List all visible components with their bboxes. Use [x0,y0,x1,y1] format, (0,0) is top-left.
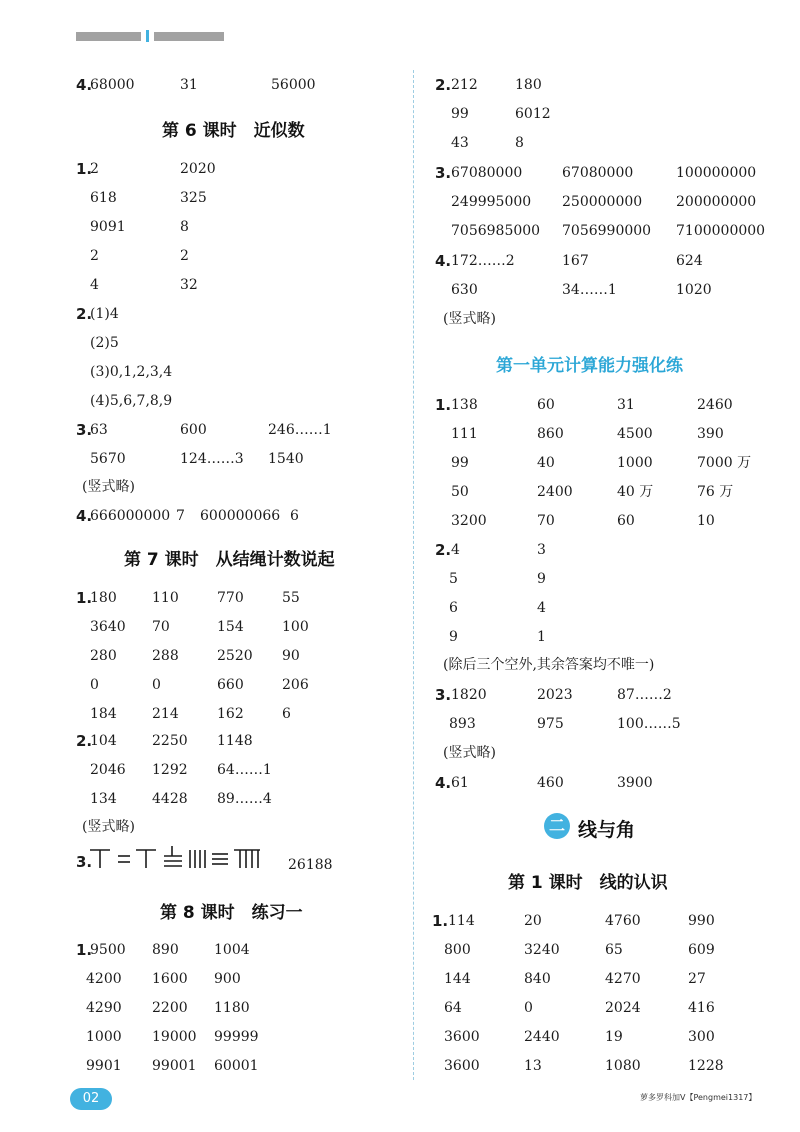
answer: 1600 [152,971,188,987]
q-number: 2. [435,76,452,94]
answer: 4270 [605,971,641,987]
answer: 1540 [268,451,304,467]
answer: 27 [688,971,706,987]
answer: 2400 [537,484,573,500]
answer: 7056985000 [451,223,541,239]
answer: 416 [688,1000,715,1016]
section-title-8: 第 8 课时 练习一 [160,903,303,923]
answer: 64……1 [217,762,272,778]
answer: 2520 [217,648,253,664]
answer: 0 [90,677,99,693]
answer: 860 [537,426,564,442]
answer: 325 [180,190,207,206]
answer: 3240 [524,942,560,958]
answer: 154 [217,619,244,635]
note: (竖式略) [82,479,135,495]
answer: 61 [451,775,469,791]
answer: 660 [217,677,244,693]
answer: 214 [152,706,179,722]
answer: 8 [180,219,189,235]
answer: 3600 [444,1058,480,1074]
answer: 1292 [152,762,188,778]
answer: 600000066 [200,508,281,524]
answer: 5 [449,571,458,587]
answer: 3900 [617,775,653,791]
q-number: 2. [435,541,452,559]
answer: 55 [282,590,300,606]
answer: 64 [444,1000,462,1016]
answer: 6 [449,600,458,616]
answer: 19000 [152,1029,197,1045]
answer: 2020 [180,161,216,177]
answer: 50 [451,484,469,500]
answer: 4 [537,600,546,616]
answer: 2460 [697,397,733,413]
unit-title: 第一单元计算能力强化练 [496,356,683,376]
answer: 56000 [271,77,316,93]
answer: 184 [90,706,117,722]
answer: 180 [515,77,542,93]
answer: 40 万 [617,484,654,500]
answer: 0 [524,1000,533,1016]
answer: 9 [449,629,458,645]
answer: 10 [697,513,715,529]
answer: 99999 [214,1029,259,1045]
note: (竖式略) [443,745,496,761]
q-number: 1. [432,912,449,930]
answer: 288 [152,648,179,664]
answer: (3)0,1,2,3,4 [90,364,173,380]
answer: 893 [449,716,476,732]
answer: 800 [444,942,471,958]
q-number: 3. [76,853,93,871]
q-number: 1. [76,941,93,959]
answer: 99 [451,106,469,122]
answer: 100000000 [676,165,757,181]
page-number: 02 [70,1088,112,1110]
q-number: 4. [76,76,93,94]
answer: 3200 [451,513,487,529]
answer: 9500 [90,942,126,958]
answer: (2)5 [90,335,119,351]
answer: 76 万 [697,484,734,500]
answer: 104 [90,733,117,749]
q-number: 2. [76,732,93,750]
answer: 7100000000 [676,223,766,239]
answer: 1820 [451,687,487,703]
answer: 249995000 [451,194,532,210]
answer: 4500 [617,426,653,442]
rod-numerals-figure [90,844,280,872]
answer: 43 [451,135,469,151]
note: (除后三个空外,其余答案均不唯一) [443,657,655,673]
answer: 68000 [90,77,135,93]
answer: 60 [537,397,555,413]
answer: 2250 [152,733,188,749]
note: (竖式略) [82,819,135,835]
answer: 1000 [617,455,653,471]
section-title-7: 第 7 课时 从结绳计数说起 [124,550,335,570]
q-number: 4. [435,774,452,792]
answer: 1180 [214,1000,250,1016]
answer: 70 [152,619,170,635]
answer: 3 [537,542,546,558]
unit-number-badge: 二 [544,813,570,839]
answer: 7 [176,508,185,524]
answer: 890 [152,942,179,958]
answer: 770 [217,590,244,606]
answer: 2046 [90,762,126,778]
answer: 212 [451,77,478,93]
answer: 990 [688,913,715,929]
answer: 99001 [152,1058,197,1074]
answer: 1020 [676,282,712,298]
answer: 19 [605,1029,623,1045]
answer: 1 [537,629,546,645]
answer: 246……1 [268,422,332,438]
answer: 172……2 [451,253,515,269]
answer: 1148 [217,733,253,749]
column-divider [413,70,414,1080]
answer: 8 [515,135,524,151]
answer: 1004 [214,942,250,958]
answer: 9 [537,571,546,587]
answer: 134 [90,791,117,807]
watermark: 萝多罗科加V【Pengmei1317】 [640,1093,757,1102]
answer: 460 [537,775,564,791]
answer: 60001 [214,1058,259,1074]
section-title-6: 第 6 课时 近似数 [162,121,305,141]
answer: 114 [448,913,475,929]
answer: 144 [444,971,471,987]
answer: 2 [90,161,99,177]
answer: 111 [451,426,478,442]
q-number: 4. [76,507,93,525]
q-number: 3. [435,164,452,182]
answer: 31 [180,77,198,93]
answer: 63 [90,422,108,438]
answer: 618 [90,190,117,206]
answer: 630 [451,282,478,298]
q-number: 1. [76,160,93,178]
answer: 87……2 [617,687,672,703]
answer: 138 [451,397,478,413]
answer: 7000 万 [697,455,752,471]
answer: 4 [451,542,460,558]
unit-title: 线与角 [578,819,636,841]
section-title: 第 1 课时 线的认识 [508,873,668,893]
header-strip [76,28,226,44]
answer: 2 [90,248,99,264]
answer: 180 [90,590,117,606]
answer: 900 [214,971,241,987]
answer: 7056990000 [562,223,652,239]
answer: 31 [617,397,635,413]
answer: 6 [282,706,291,722]
answer: 0 [152,677,161,693]
answer: 5670 [90,451,126,467]
answer: 70 [537,513,555,529]
answer: 390 [697,426,724,442]
answer: 2 [180,248,189,264]
answer: 99 [451,455,469,471]
answer: 162 [217,706,244,722]
q-number: 3. [76,421,93,439]
answer: 100……5 [617,716,681,732]
answer: 600 [180,422,207,438]
q-number: 3. [435,686,452,704]
answer: 840 [524,971,551,987]
answer: 90 [282,648,300,664]
answer: 2024 [605,1000,641,1016]
q-number: 1. [435,396,452,414]
answer: 167 [562,253,589,269]
answer: 3640 [90,619,126,635]
answer: 60 [617,513,635,529]
answer: 975 [537,716,564,732]
answer: 624 [676,253,703,269]
answer: 206 [282,677,309,693]
answer: 6012 [515,106,551,122]
answer: 250000000 [562,194,643,210]
answer: 4290 [86,1000,122,1016]
answer: (1)4 [90,306,119,322]
answer: 32 [180,277,198,293]
answer: 4428 [152,791,188,807]
answer: 34……1 [562,282,617,298]
answer: 4200 [86,971,122,987]
answer: 20 [524,913,542,929]
answer: 1228 [688,1058,724,1074]
answer: 2023 [537,687,573,703]
answer: 2200 [152,1000,188,1016]
answer: 280 [90,648,117,664]
answer: 13 [524,1058,542,1074]
answer: 6 [290,508,299,524]
answer: 26188 [288,857,333,873]
answer: 666000000 [90,508,171,524]
answer: 9091 [90,219,126,235]
note: (竖式略) [443,311,496,327]
answer: 65 [605,942,623,958]
answer: 200000000 [676,194,757,210]
answer: 124……3 [180,451,244,467]
answer: 4760 [605,913,641,929]
answer: 89……4 [217,791,272,807]
answer: 609 [688,942,715,958]
answer: (4)5,6,7,8,9 [90,393,173,409]
q-number: 4. [435,252,452,270]
answer: 9901 [86,1058,122,1074]
answer: 3600 [444,1029,480,1045]
q-number: 1. [76,589,93,607]
answer: 67080000 [562,165,634,181]
answer: 4 [90,277,99,293]
answer: 1080 [605,1058,641,1074]
answer: 67080000 [451,165,523,181]
q-number: 2. [76,305,93,323]
answer: 100 [282,619,309,635]
answer: 40 [537,455,555,471]
answer: 110 [152,590,179,606]
answer: 2440 [524,1029,560,1045]
answer: 1000 [86,1029,122,1045]
answer: 300 [688,1029,715,1045]
